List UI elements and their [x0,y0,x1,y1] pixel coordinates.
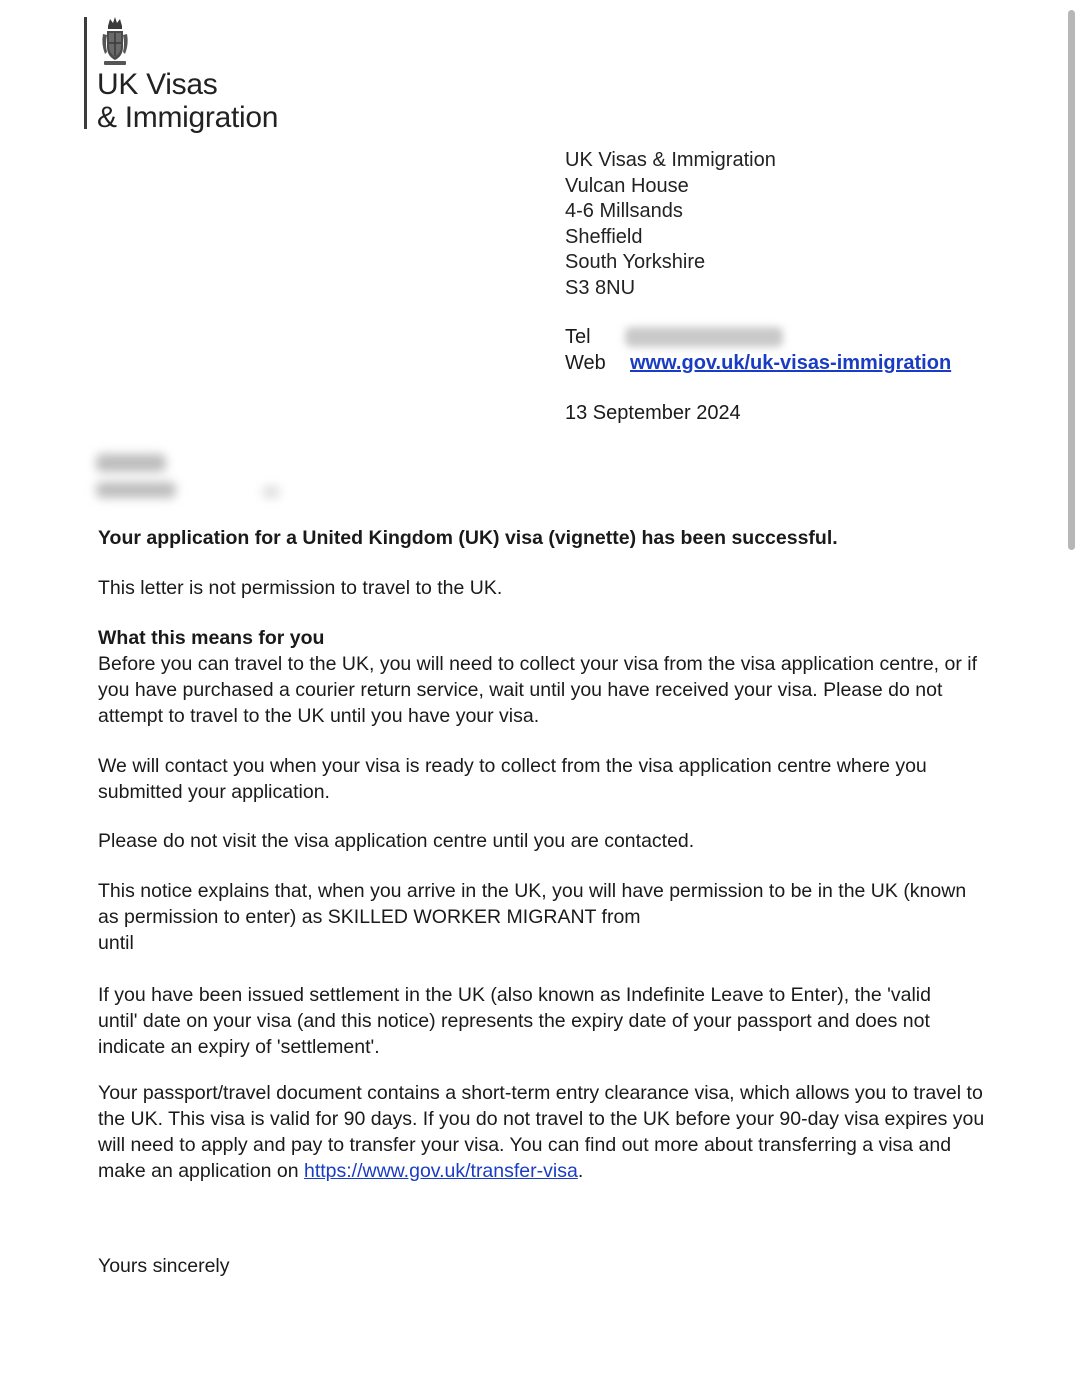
logo-rule [84,17,87,129]
address-line: Sheffield [565,225,643,248]
tel-label: Tel [565,326,591,348]
logo-line2: & Immigration [97,101,279,134]
not-permission-text: This letter is not permission to travel to the UK. [98,577,503,599]
closing-text: Yours sincerely [98,1255,230,1277]
success-headline: Your application for a United Kingdom (UK) visa (vignette) has been successful. [98,527,838,549]
para-short-term-visa [98,1080,988,1184]
redacted-phone-number [625,327,783,347]
royal-crest-icon [100,16,130,68]
settlement-para [98,982,958,1060]
para6-end: . [577,1160,584,1182]
para-permission-line2: until [98,932,134,954]
address-line: South Yorkshire [565,251,706,273]
transfer-visa-link[interactable]: https://www.gov.uk/transfer-visa [303,1160,578,1182]
headline [98,525,998,551]
address-line: Vulcan House [565,174,689,197]
para-we-will-contact: We will contact you when your visa is ready to collect from the visa application centre where you submitted your application. [98,755,927,803]
logo-wordmark [97,68,278,134]
address-line: 4-6 Millsands [565,200,683,222]
notice-para [98,575,998,601]
para6-text: Your passport/travel document contains a short-term entry clearance visa, which allows you to travel to the UK. This visa is valid for 90 days. If you do not travel to the UK before your 90-day visa expires you will need to apply and pay to transfer your visa. You can find out more about transferring a visa and make an application on [98,1082,985,1182]
address-line: UK Visas & Immigration [565,149,776,171]
logo-line1: UK Visas [97,68,218,101]
scrollbar[interactable] [1068,10,1075,550]
web-label: Web [565,352,606,374]
letter-date: 13 September 2024 [565,402,741,424]
short-term-visa-para [98,1080,988,1184]
section-heading: What this means for you [98,627,325,649]
address-line: S3 8NU [565,276,636,299]
para-permission-line1: This notice explains that, when you arrive in the UK, you will have permission to be in the UK (known as permission to enter) as SKILLED WORKER MIGRANT from [98,880,967,928]
para-settlement: If you have been issued settlement in the UK (also known as Indefinite Leave to Enter), the 'valid until' date on your visa (and this notice) represents the expiry date of your passport and does not indicate an expiry of 'settlement'. [98,984,931,1058]
what-this-means-section [98,625,983,729]
para-do-not-visit: Please do not visit the visa application centre until you are contacted. [98,830,695,852]
do-not-visit-para [98,828,998,854]
permission-para [98,878,973,956]
redacted-recipient-line1 [96,454,166,472]
sender-address [565,148,776,301]
contact-para [98,753,948,805]
redacted-recipient-line2 [96,482,176,498]
closing [98,1253,998,1279]
web-link[interactable]: www.gov.uk/uk-visas-immigration [630,352,952,374]
para-collect-visa: Before you can travel to the UK, you will need to collect your visa from the visa application centre, or if you have purchased a courier return service, wait until you have received your visa. Please do not attempt to travel to the UK until you have your visa. [98,653,978,727]
redacted-recipient-mark [262,486,280,498]
